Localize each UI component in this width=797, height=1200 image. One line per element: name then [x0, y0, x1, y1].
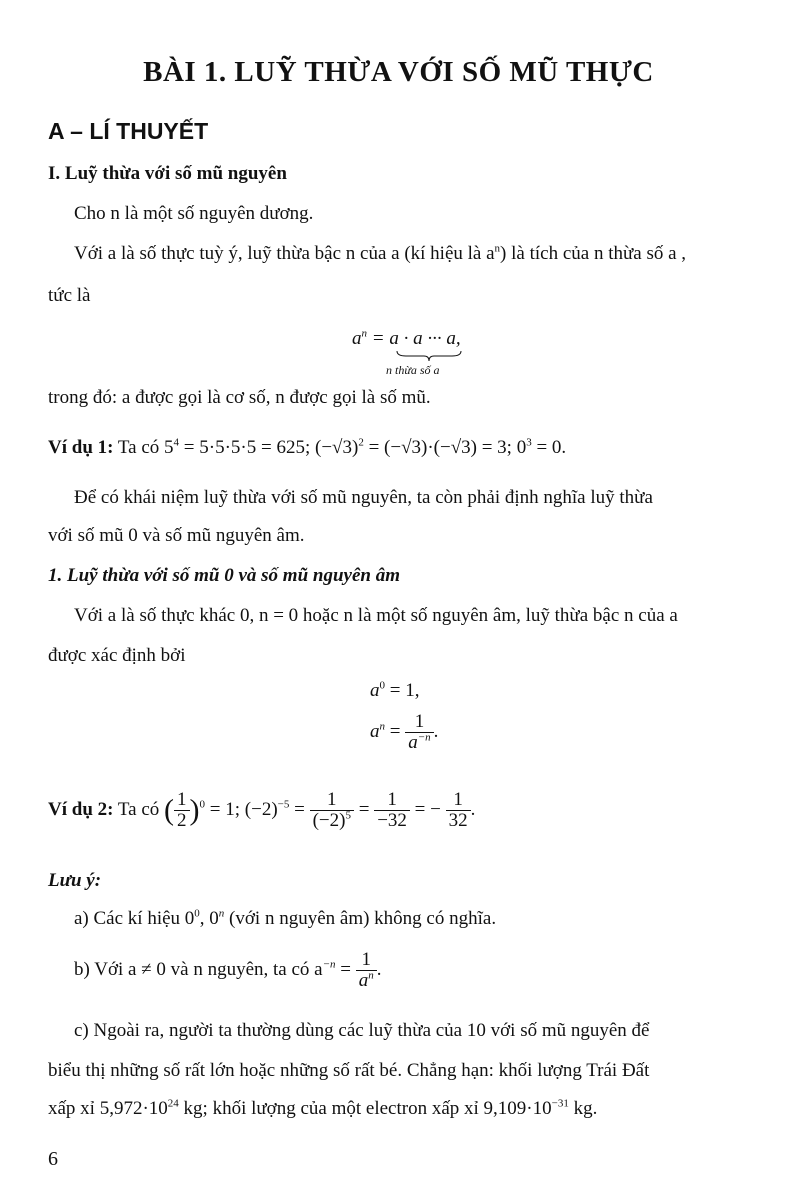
paragraph-motivation: Để có khái niệm luỹ thừa với số mũ nguyên, ta còn phải định nghĩa luỹ thừa	[74, 487, 653, 508]
note-c-line2: biểu thị những số rất lớn hoặc những số rất bé. Chẳng hạn: khối lượng Trái Đất	[48, 1060, 650, 1081]
subsection-heading-zero-negative: 1. Luỹ thừa với số mũ 0 và số mũ nguyên âm	[48, 565, 401, 586]
underbrace	[396, 350, 462, 362]
section-heading-integer-exponent: I. Luỹ thừa với số mũ nguyên	[48, 163, 287, 184]
note-b: b) Với a ≠ 0 và n nguyên, ta có $a^{-n}$ = $\frac{1}{a^n}$ .	[74, 949, 382, 991]
fraction: $\frac{1}{(-2)^5}$	[310, 790, 354, 831]
note-c-line3: xấp xỉ $5,972\cdot 10^{24}$ kg; khối lượng của một electron xấp xỉ $9,109\cdot 10^{-31}$ kg.	[48, 1097, 598, 1119]
paragraph-base-exponent: trong đó: a được gọi là cơ số, n được gọi là số mũ.	[48, 387, 431, 408]
fraction: $\frac{1}{a^{-n}}$	[405, 712, 433, 753]
section-heading-theory: A – LÍ THUYẾT	[48, 118, 209, 144]
fraction: $\frac{1}{-32}$	[374, 790, 410, 831]
fraction: $\frac{1}{a^n}$	[356, 950, 377, 991]
paragraph-definition-cont: tức là	[48, 285, 91, 306]
fraction: $\frac{1}{32}$	[446, 790, 471, 831]
note-heading: Lưu ý:	[48, 870, 102, 891]
equation-negative-power: $a^n$ = $\frac{1}{a^{-n}}$ .	[370, 711, 439, 753]
equation-zero-power: $a^0 = 1$,	[370, 679, 420, 701]
underbrace-label: n thừa số a	[386, 363, 440, 377]
fraction-half: $\frac{1}{2}$	[174, 790, 190, 831]
paragraph-zero-negative-cont: được xác định bởi	[48, 645, 186, 666]
lesson-title: BÀI 1. LUỸ THỪA VỚI SỐ MŨ THỰC	[143, 56, 654, 88]
equation-power-product: $a^n = a \cdot a$ ··· a,	[352, 327, 461, 349]
paragraph-intro: Cho n là một số nguyên dương.	[74, 203, 314, 224]
paragraph-zero-negative: Với a là số thực khác 0, n = 0 hoặc n là một số nguyên âm, luỹ thừa bậc n của a	[74, 605, 678, 626]
example-1: Ví dụ 1: Ta có $5^4 = 5\cdot 5\cdot 5\cdot 5 = 625$; $(-√3)^2 = (-√3)\cdot(-√3) = 3$; $0^3 = 0$.	[48, 436, 567, 458]
paragraph-motivation-cont: với số mũ 0 và số mũ nguyên âm.	[48, 525, 305, 546]
note-a: a) Các kí hiệu $0^0$, 0$^n$ (với n nguyên âm) không có nghĩa.	[74, 907, 497, 929]
note-c-line1: c) Ngoài ra, người ta thường dùng các luỹ thừa của 10 với số mũ nguyên để	[74, 1020, 650, 1041]
example-2: Ví dụ 2: Ta có ( $\frac{1}{2}$ )$^0$ = 1; $(-2)^{-5}$ = $\frac{1}{(-2)^5}$ = $\frac{1}{-32}$ = − $\frac{1}{32}$ .	[48, 789, 476, 831]
paragraph-definition: Với a là số thực tuỳ ý, luỹ thừa bậc n của a (kí hiệu là $a^n$) là tích của n thừa số a ,	[74, 242, 687, 264]
page-number: 6	[48, 1148, 58, 1170]
